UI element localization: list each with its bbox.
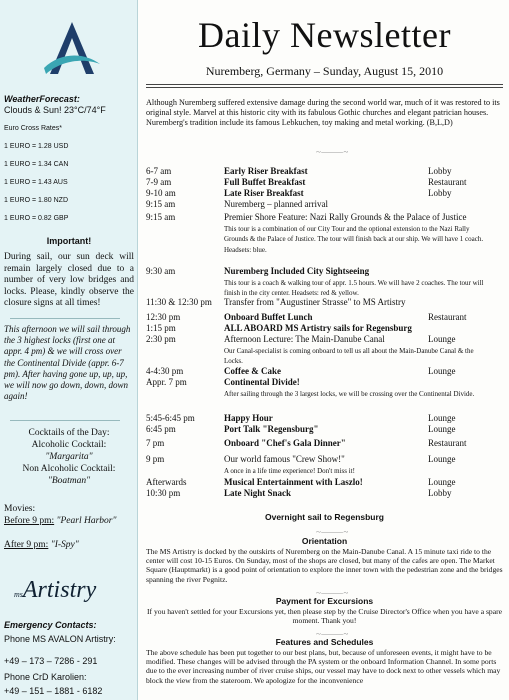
schedule-event: Afternoon Lecture: The Main-Danube Canal [224, 334, 385, 344]
schedule-location: Lounge [428, 366, 456, 376]
schedule-location: Lounge [428, 424, 456, 434]
divider [10, 420, 120, 421]
schedule-time: 7-9 am [146, 177, 172, 187]
rate-nzd: 1 EURO = 1.80 NZD [4, 197, 68, 204]
schedule-time: 2:30 pm [146, 334, 176, 344]
schedule-event: Musical Entertainment with Laszlo! [224, 477, 363, 487]
brand-name: Artistry [22, 577, 97, 603]
movie-2-time: After 9 pm: [4, 540, 49, 550]
schedule-time: 4-4:30 pm [146, 366, 184, 376]
schedule-event: Nuremberg – planned arrival [224, 199, 329, 209]
schedule-time: 6-7 am [146, 166, 172, 176]
schedule-location: Lounge [428, 477, 456, 487]
schedule-event: Onboard "Chef's Gala Dinner" [224, 438, 346, 448]
important-heading: Important! [46, 236, 92, 246]
afternoon-note: This afternoon we will sail through the 3 highest locks (first one at appr. 4 pm) & we will cross over the Continental Divide (appr. 6-7 pm). After having gone up, up, up, we will now go down, down, down again! [4, 324, 131, 402]
divider [10, 318, 120, 319]
schedule-location: Restaurant [428, 312, 467, 322]
schedule-location: Lobby [428, 188, 452, 198]
schedule-event: Late Night Snack [224, 488, 292, 498]
sidebar [0, 0, 138, 700]
rate-gbp: 1 EURO = 0.82 GBP [4, 215, 69, 222]
contact-1-label: Phone MS AVALON Artistry: [4, 634, 116, 644]
weather-value: Clouds & Sun! 23°C/74°F [4, 105, 106, 115]
schedule-time: 5:45-6:45 pm [146, 413, 195, 423]
cocktail-non-alcoholic: "Boatman" [47, 476, 91, 486]
schedule-event: Full Buffet Breakfast [224, 177, 306, 187]
schedule-desc: A once in a life time experience! Don't miss it! [224, 466, 355, 475]
schedule-time: 9-10 am [146, 188, 176, 198]
cocktail-alcoholic: "Margarita" [45, 452, 93, 462]
schedule-event: Port Talk "Regensburg" [224, 424, 319, 434]
rate-usd: 1 EURO = 1.28 USD [4, 143, 69, 150]
schedule-time: 10:30 pm [146, 488, 181, 498]
movie-1-time: Before 9 pm: [4, 516, 55, 526]
movie-2-title: "I-Spy" [50, 540, 79, 550]
schedule-time: 9 pm [146, 454, 165, 464]
contact-2-label: Phone CrD Karolien: [4, 672, 87, 682]
page-title: Daily Newsletter [198, 15, 451, 55]
cocktails-heading: Cocktails of the Day: [28, 428, 110, 438]
schedule-time: 9:30 am [146, 266, 176, 276]
schedule-location: Restaurant [428, 177, 467, 187]
orientation-body: The MS Artistry is docked by the outskirts of Nuremberg on the Main-Danube Canal. A 15 minute taxi ride to the center will cost 10-15 Euros. On Sunday, most of the shops are closed, but many of the cafes are open. The Market Square (Hauptmarkt) is a good point of orientation to explore the inner town with the pedestrian zone and the bridges spanning the river Pegnitz. [146, 547, 503, 584]
intro-text: Although Nuremberg suffered extensive damage during the second world war, much of it was restored to its original style. Marvel at this historic city with its fabulous Gothic churches and elegant patrician houses. Nuremberg's tradition include its famous Lebkuchen, toy making and metal working. (B,L,D) [146, 98, 500, 127]
schedule-event: Happy Hour [224, 413, 273, 423]
divider [146, 87, 503, 88]
important-body: During sail, our sun deck will remain largely closed due to a number of very low bridges and locks. Please, kindly observe the closure signs at all times! [4, 252, 134, 308]
schedule-time: 7 pm [146, 438, 165, 448]
movie-2 [4, 540, 134, 551]
movie-1 [4, 516, 134, 527]
schedule-location: Lounge [428, 454, 456, 464]
contact-1-number: +49 – 173 – 7286 - 291 [4, 656, 98, 666]
schedule-time: 9:15 am [146, 199, 176, 209]
movie-1-title: "Pearl Harbor" [56, 516, 117, 526]
cocktail-non-alcoholic-label: Non Alcoholic Cocktail: [22, 464, 116, 474]
schedule-desc: This tour is a coach & walking tour of appr. 1.5 hours. We will have 2 coaches. The tour will finish in the city center. Headsets: red & yellow. [224, 278, 484, 297]
cocktail-alcoholic-label: Alcoholic Cocktail: [31, 440, 107, 450]
schedule-time: Afterwards [146, 477, 187, 487]
emergency-heading: Emergency Contacts: [4, 620, 97, 630]
page-subtitle: Nuremberg, Germany – Sunday, August 15, 2010 [205, 64, 444, 78]
brand-prefix: ms [14, 590, 23, 599]
schedule-event: Premier Shore Feature: Nazi Rally Grounds & the Palace of Justice [224, 212, 467, 222]
schedule-location: Lounge [428, 413, 456, 423]
orientation-heading: Orientation [301, 536, 348, 546]
schedule-event: Coffee & Cake [224, 366, 281, 376]
ornament-icon: ~⸻~ [316, 527, 349, 537]
weather-heading: WeatherForecast: [4, 94, 80, 104]
schedule-time: 12:30 pm [146, 312, 181, 322]
schedule-event: ALL ABOARD MS Artistry sails for Regensburg [224, 323, 412, 333]
schedule-desc: This tour is a combination of our City Tour and the optional extension to the Nazi Rally Grounds & the Palace of Justice. The tour will finish back at our ship. We will have 1 coach. Headsets: blue. [224, 224, 484, 254]
schedule-location: Restaurant [428, 438, 467, 448]
schedule-location: Lobby [428, 488, 452, 498]
schedule-time: 1:15 pm [146, 323, 176, 333]
rate-can: 1 EURO = 1.34 CAN [4, 161, 69, 168]
ornament-icon: ~⸻~ [316, 147, 349, 157]
schedule-event: Transfer from "Augustiner Strasse" to MS Artistry [224, 297, 406, 307]
schedule-event: Late Riser Breakfast [224, 188, 304, 198]
ornament-icon: ~⸻~ [316, 588, 349, 598]
divider [146, 84, 503, 85]
payment-body: If you haven't settled for your Excursions yet, then please step by the Cruise Director's Office when you have a spare moment. Thank you! [147, 607, 502, 626]
features-body: The above schedule has been put together to our best plans, but, because of unforeseen events, it might have to be modified. These changes will be advised through the PA system or the onboard Information Channel. In some ports due to the ever increasing number of river cruise ships, our vessel may have to dock next to other vessels which may block the view from the stateroom. We apologize for the inconvenience [146, 648, 501, 685]
schedule-event: Nuremberg Included City Sightseeing [224, 266, 370, 276]
schedule-time: 11:30 & 12:30 pm [146, 297, 212, 307]
overnight-heading: Overnight sail to Regensburg [264, 512, 385, 522]
schedule-desc: Our Canal-specialist is coming onboard to tell us all about the Main-Danube Canal & the Locks. [224, 346, 474, 365]
schedule-time: 9:15 am [146, 212, 176, 222]
schedule-time: 6:45 pm [146, 424, 176, 434]
ornament-icon: ~⸻~ [316, 629, 349, 639]
schedule-event: Our world famous "Crew Show!" [224, 454, 345, 464]
schedule-desc: After sailing through the 3 largest locks, we will be crossing over the Continental Divide. [224, 389, 475, 398]
payment-heading: Payment for Excursions [275, 596, 374, 606]
schedule-location: Lounge [428, 334, 456, 344]
schedule-event: Onboard Buffet Lunch [224, 312, 313, 322]
movies-heading: Movies: [4, 504, 36, 514]
schedule-location: Lobby [428, 166, 452, 176]
schedule-event: Continental Divide! [224, 377, 300, 387]
rates-heading: Euro Cross Rates* [4, 125, 62, 132]
brand-logo [14, 577, 96, 604]
contact-2-number: +49 – 151 – 1881 - 6182 [4, 686, 103, 696]
avalon-logo-icon [40, 18, 104, 82]
rate-aus: 1 EURO = 1.43 AUS [4, 179, 68, 186]
features-heading: Features and Schedules [275, 637, 374, 647]
schedule-time: Appr. 7 pm [146, 377, 187, 387]
schedule-event: Early Riser Breakfast [224, 166, 308, 176]
